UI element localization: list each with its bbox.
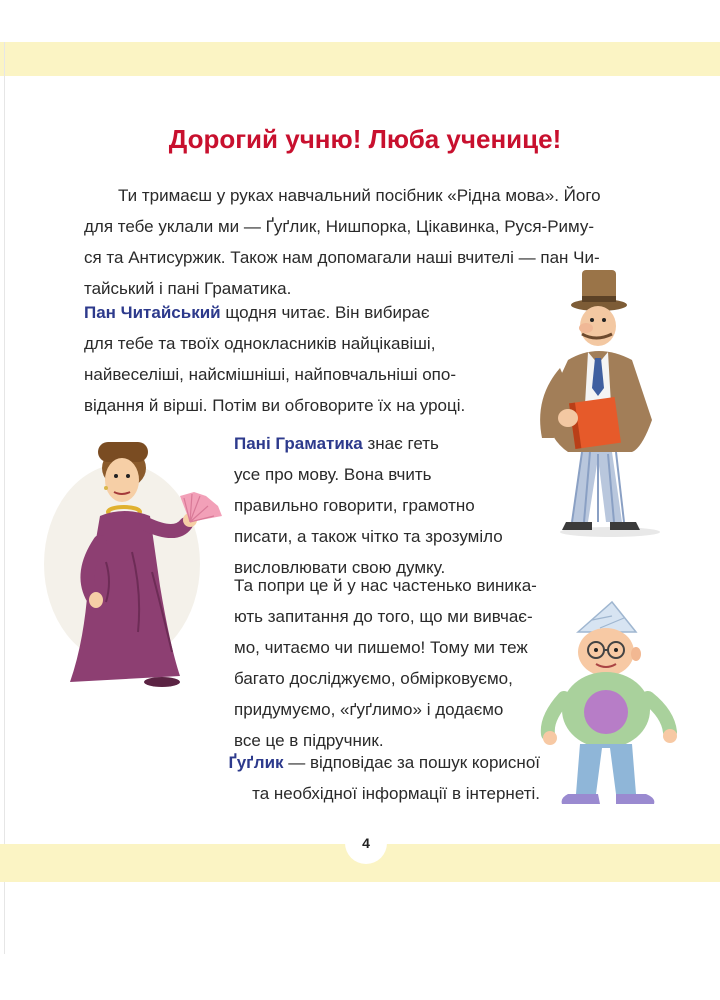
page-number: 4 xyxy=(345,822,387,864)
hramatyka-line-1: знає геть xyxy=(362,434,439,453)
chytaiskyi-line-2: для тебе та твоїх однокласників найцікавіші, xyxy=(84,334,436,353)
page-title: Дорогий учню! Люба ученице! xyxy=(168,124,562,154)
intro-line-4: тайський і пані Граматика. xyxy=(84,279,292,298)
chytaiskyi-line-3: найвеселіші, найсмішніші, найповчальніші опо- xyxy=(84,365,456,384)
mr-chytaiskyi-illustration xyxy=(530,268,680,538)
questions-line-2: ють запитання до того, що ми вивчає- xyxy=(234,607,533,626)
guglyk-paragraph xyxy=(180,747,540,809)
chytaiskyi-name: Пан Читайський xyxy=(84,303,221,322)
guglyk-line-1: — відповідає за пошук корисної xyxy=(283,753,540,772)
chytaiskyi-paragraph xyxy=(84,297,516,421)
questions-line-3: мо, читаємо чи пишемо! Тому ми теж xyxy=(234,638,528,657)
mrs-hramatyka-illustration xyxy=(42,432,232,702)
top-decorative-band xyxy=(0,42,720,76)
hramatyka-line-2: усе про мову. Вона вчить xyxy=(234,465,432,484)
intro-line-2: для тебе уклали ми — Ґуґлик, Нишпорка, Цікавинка, Руся-Риму- xyxy=(84,217,595,236)
guglyk-illustration xyxy=(540,598,680,820)
questions-paragraph xyxy=(234,570,564,756)
questions-line-6: все це в підручник. xyxy=(234,731,384,750)
questions-line-1: Та попри це й у нас частенько виника- xyxy=(234,576,537,595)
questions-line-5: придумуємо, «ґуґлимо» і додаємо xyxy=(234,700,504,719)
guglyk-name: Ґуґлик xyxy=(228,753,284,772)
hramatyka-line-5: висловлювати свою думку. xyxy=(234,558,446,577)
intro-line-1: Ти тримаєш у руках навчальний посібник «Рідна мова». Його xyxy=(118,186,601,205)
chytaiskyi-line-4: відання й вірші. Потім ви обговорите їх на уроці. xyxy=(84,396,466,415)
page-edge-line xyxy=(4,42,5,954)
hramatyka-line-3: правильно говорити, грамотно xyxy=(234,496,475,515)
intro-line-3: ся та Антисуржик. Також нам допомагали наші вчителі — пан Чи- xyxy=(84,248,600,267)
hramatyka-line-4: писати, а також чітко та зрозуміло xyxy=(234,527,503,546)
chytaiskyi-line-1: щодня читає. Він вибирає xyxy=(220,303,430,322)
guglyk-line-2: та необхідної інформації в інтернеті. xyxy=(252,784,540,803)
questions-line-4: багато досліджуємо, обмірковуємо, xyxy=(234,669,513,688)
hramatyka-paragraph xyxy=(234,428,534,583)
hramatyka-name: Пані Граматика xyxy=(234,434,363,453)
